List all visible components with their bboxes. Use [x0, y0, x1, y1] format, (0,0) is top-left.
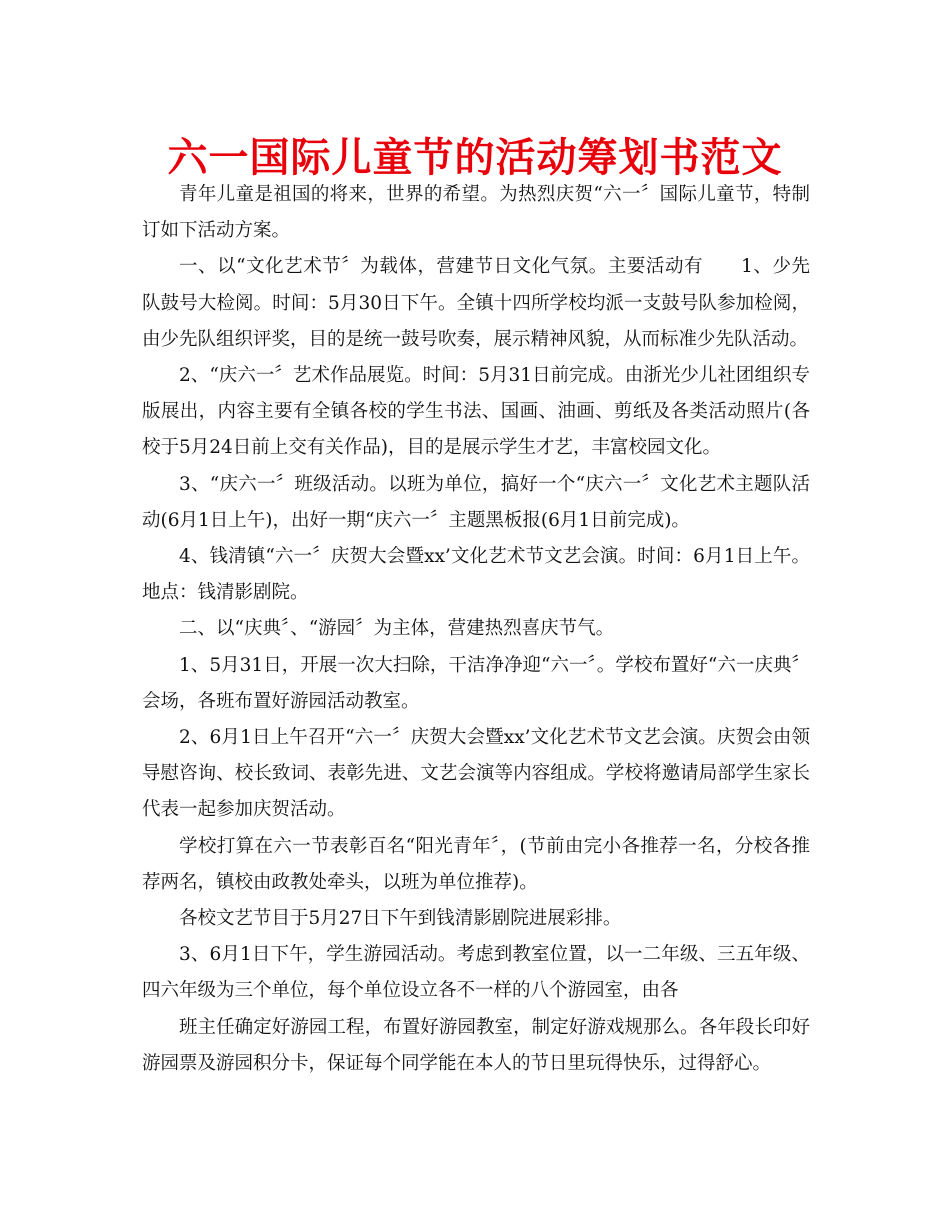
- paragraph: 青年儿童是祖国的将来，世界的希望。为热烈庆贺“六一〞国际儿童节，特制订如下活动方案。: [142, 184, 810, 242]
- paragraph: 1、5月31日，开展一次大扫除，干洁净净迎“六一〞。学校布置好“六一庆典〞会场，各班布置好游园活动教室。: [142, 654, 810, 712]
- paragraph: 学校打算在六一节表彰百名“阳光青年〞，(节前由完小各推荐一名，分校各推荐两名，镇校由政教处牵头，以班为单位推荐)。: [142, 835, 810, 893]
- paragraph: 4、钱清镇“六一〞庆贺大会暨xx’文化艺术节文艺会演。时间：6月1日上午。地点：钱清影剧院。: [142, 546, 810, 604]
- paragraph: 2、6月1日上午召开“六一〞庆贺大会暨xx’文化艺术节文艺会演。庆贺会由领导慰咨询、校长致词、表彰先进、文艺会演等内容组成。学校将邀请局部学生家长代表一起参加庆贺活动。: [142, 727, 810, 821]
- paragraph: 3、6月1日下午，学生游园活动。考虑到教室位置，以一二年级、三五年级、四六年级为三个单位，每个单位设立各不一样的八个游园室，由各: [142, 944, 810, 1002]
- document-title: 六一国际儿童节的活动筹划书范文: [167, 135, 783, 181]
- paragraph: 班主任确定好游园工程，布置好游园教室，制定好游戏规那么。各年段长印好游园票及游园积分卡，保证每个同学能在本人的节日里玩得快乐，过得舒心。: [142, 1016, 810, 1074]
- paragraph: 2、“庆六一〞艺术作品展览。时间：5月31日前完成。由浙光少儿社团组织专版展出，内容主要有全镇各校的学生书法、国画、油画、剪纸及各类活动照片(各校于5月24日前上交有关作品)，目的是展示学生才艺，丰富校园文化。: [142, 365, 810, 459]
- paragraph: 3、“庆六一〞班级活动。以班为单位，搞好一个“庆六一〞文化艺术主题队活动(6月1日上午)，出好一期“庆六一〞主题黑板报(6月1日前完成)。: [142, 473, 810, 531]
- paragraph: 一、以“文化艺术节〞为载体，营建节日文化气氛。主要活动有 1、少先队鼓号大检阅。时间：5月30日下午。全镇十四所学校均派一支鼓号队参加检阅，由少先队组织评奖，目的是统一鼓号吹奏，展示精神风貌，从而标准少先队活动。: [142, 256, 810, 350]
- document-body: [142, 177, 810, 1082]
- paragraph: 二、以“庆典〞、“游园〞为主体，营建热烈喜庆节气。: [179, 618, 615, 640]
- paragraph: 各校文艺节目于5月27日下午到钱清影剧院进展彩排。: [179, 908, 622, 930]
